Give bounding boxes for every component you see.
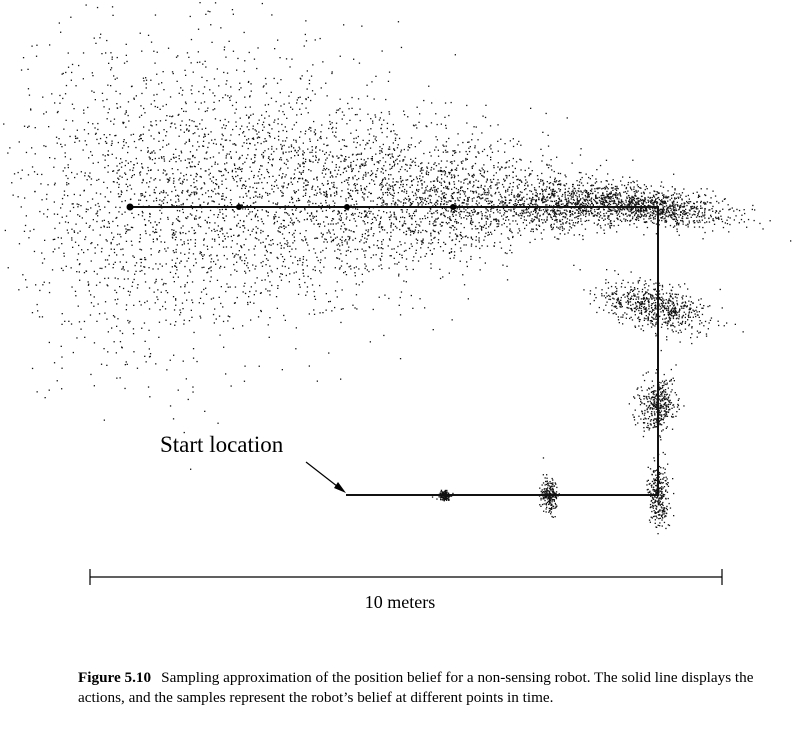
start-location-label: Start location [160, 432, 284, 457]
figure-caption [78, 668, 758, 707]
particle-samples [3, 2, 791, 534]
caption-text: Sampling approximation of the position belief for a non-sensing robot. The solid line displays the actions, and the samples represent the robot’s belief at different points in time. [78, 669, 754, 706]
pose-marker [450, 204, 456, 210]
pose-marker [236, 204, 242, 210]
scale-bar [90, 569, 722, 585]
pose-marker [344, 204, 350, 210]
scale-bar-label: 10 meters [364, 592, 436, 612]
figure-number: Figure 5.10 [78, 669, 152, 686]
pose-marker [127, 204, 134, 211]
start-arrow-head [334, 482, 346, 493]
